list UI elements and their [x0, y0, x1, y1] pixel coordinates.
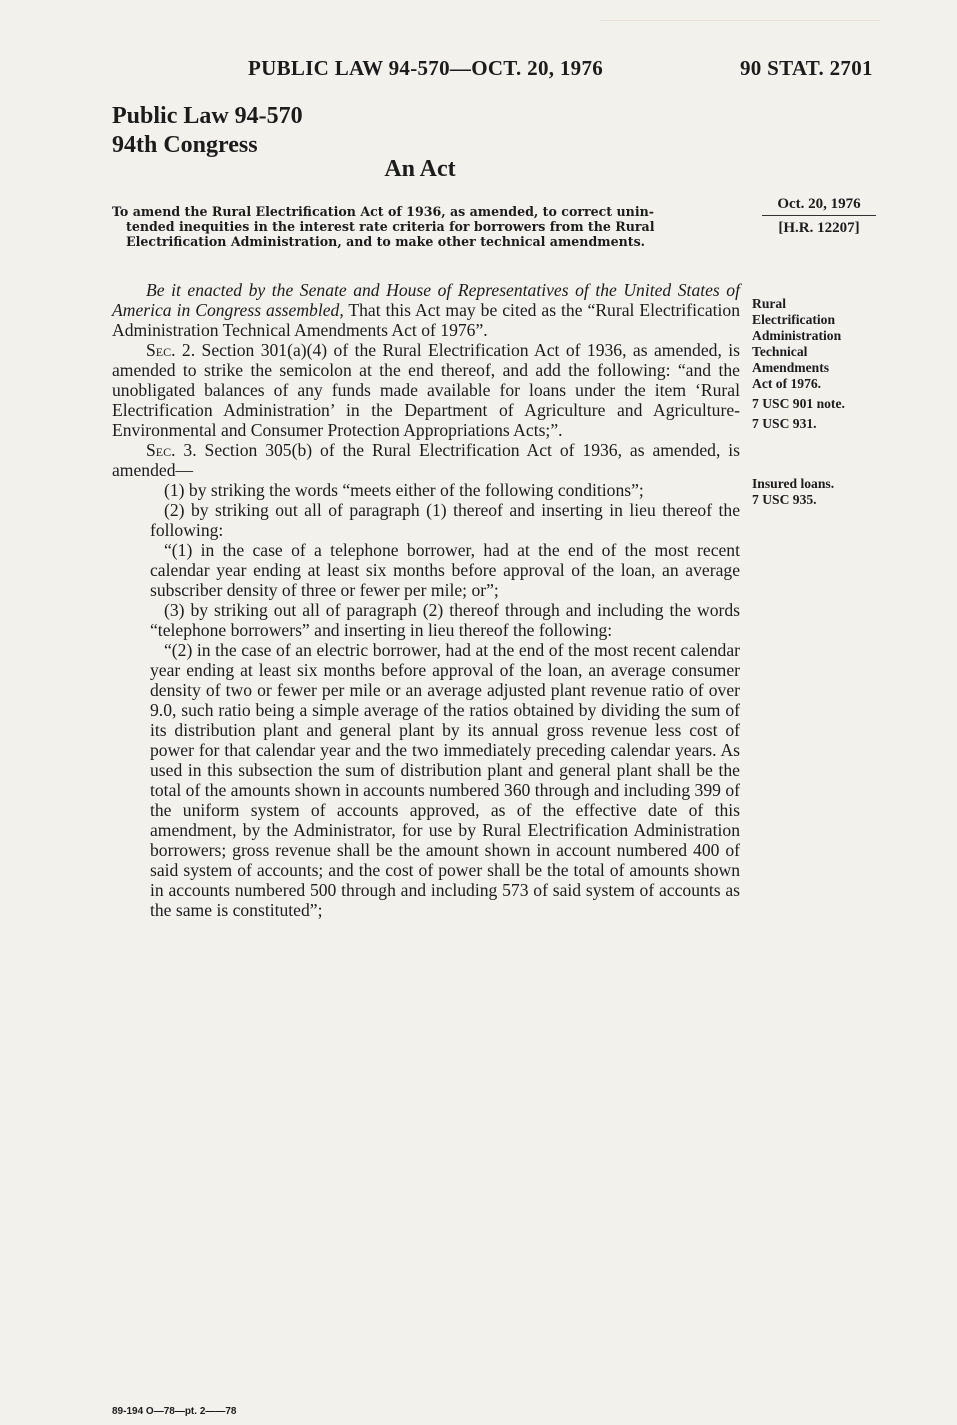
amendment-item-1: (1) by striking the words “meets either of the following conditions”;: [164, 480, 644, 500]
act-heading: An Act: [384, 156, 456, 182]
bill-number: [H.R. 12207]: [778, 220, 860, 236]
approval-date: Oct. 20, 1976: [762, 196, 876, 216]
section-2: [112, 340, 740, 440]
printing-footer: 89-194 O—78—pt. 2——78: [112, 1406, 237, 1417]
act-summary: [112, 204, 740, 249]
sidenote-label: Insured loans.: [752, 476, 835, 491]
sidenote-line: Act of 1976.: [752, 376, 822, 391]
section-text: Section 305(b) of the Rural Electrification Act of 1936, as amended, is amended—: [112, 440, 740, 480]
bleed-through-line: [600, 0, 880, 21]
summary-line-2: tended inequities in the interest rate criteria for borrowers from the Rural: [126, 219, 655, 234]
usc-citation: 7 USC 901 note.: [752, 396, 845, 411]
quoted-paragraph-1: “(1) in the case of a telephone borrower, had at the end of the most recent calendar year ending at least six months before approval of the loan, an average subscriber density of three or fewer per mile; or”;: [150, 540, 740, 600]
section-text: Section 301(a)(4) of the Rural Electrification Act of 1936, as amended, is amended to strike the semicolon at the end thereof, and add the following: “and the unobligated balances of any funds made available for loans under the item ‘Rural Electrification Administration’ in the Department of Agriculture and Agriculture-Environmental and Consumer Protection Appropriations Acts;”.: [112, 340, 740, 440]
summary-line-3: Electrification Administration, and to make other technical amendments.: [126, 234, 646, 249]
sidenote-line: Rural: [752, 296, 786, 311]
insured-loans-sidenote: [752, 476, 932, 508]
sidenote-line: Electrification: [752, 312, 836, 327]
date-sidenote: [762, 196, 876, 237]
running-header-left: PUBLIC LAW 94-570—OCT. 20, 1976: [248, 56, 604, 80]
usc-citation: 7 USC 931.: [752, 416, 817, 431]
public-law-number: Public Law 94-570: [112, 103, 303, 129]
section-label: Sec. 3.: [146, 440, 197, 460]
sidenote-line: Amendments: [752, 360, 830, 375]
congress-number: 94th Congress: [112, 132, 258, 158]
usc-citation: 7 USC 935.: [752, 492, 817, 507]
amendment-item-3: (3) by striking out all of paragraph (2) thereof through and including the words “telephone borrowers” and inserting in lieu thereof the following:: [150, 600, 740, 640]
section-3: [112, 440, 740, 480]
short-title-text: That this Act may be cited as the “Rural Electrification Administration Technical Amendments Act of 1976”.: [112, 300, 740, 340]
section-label: Sec. 2.: [146, 340, 196, 360]
act-body: [112, 280, 740, 920]
short-title-sidenote: [752, 296, 932, 432]
amendment-item-2: (2) by striking out all of paragraph (1) thereof and inserting in lieu thereof the following:: [150, 500, 740, 540]
enacting-formula: Be it enacted by the Senate and House of Representatives of the United States of America in Congress assembled,: [112, 280, 740, 320]
sidenote-line: Administration: [752, 328, 842, 343]
enacting-clause: [112, 280, 740, 340]
quoted-paragraph-2: “(2) in the case of an electric borrower, had at the end of the most recent calendar year ending at least six months before approval of the loan, an average consumer density of two or fewer per mile or an average adjusted plant revenue ratio of over 9.0, such ratio being a simple average of the ratios obtained by dividing the sum of its distribution plant and general plant by its annual gross revenue less cost of power for that calendar year and the two immediately preceding calendar years. As used in this subsection the sum of distribution plant and general plant shall be the total of the amounts shown in accounts numbered 360 through and including 399 of the uniform system of accounts approved, as of the effective date of this amendment, by the Administrator, for use by Rural Electrification Administration borrowers; gross revenue shall be the amount shown in account numbered 400 of said system of accounts; and the cost of power shall be the total of amounts shown in accounts numbered 500 through and including 573 of said system of accounts as the same is constituted”;: [150, 640, 740, 920]
sidenote-line: Technical: [752, 344, 808, 359]
summary-line-1: To amend the Rural Electrification Act of 1936, as amended, to correct unin-: [112, 204, 654, 219]
law-title-block: [112, 102, 303, 160]
running-header-right: 90 STAT. 2701: [740, 56, 873, 80]
